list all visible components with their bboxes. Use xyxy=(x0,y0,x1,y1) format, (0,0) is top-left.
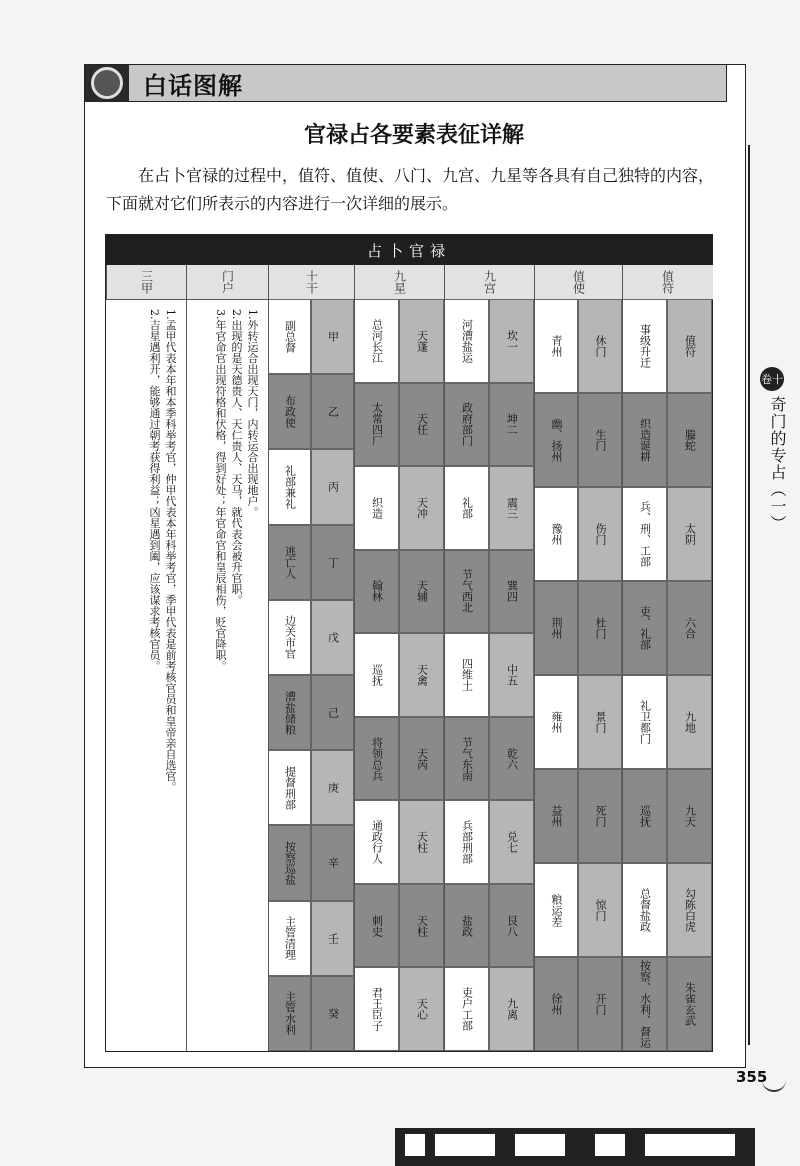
table-cell-name: 癸 xyxy=(311,976,354,1051)
table-cell-name: 乙 xyxy=(311,374,354,449)
table-cell-desc: 事级升迁 xyxy=(622,299,667,393)
table-cell-name: 天芮 xyxy=(399,717,444,801)
table-cell-desc: 节气西北 xyxy=(444,550,489,634)
table-cell-name: 九离 xyxy=(489,967,534,1051)
table-cell-name: 朱雀玄武 xyxy=(667,957,712,1051)
table-cell-desc: 巡抚 xyxy=(622,769,667,863)
table-cell-desc: 礼卫都门 xyxy=(622,675,667,769)
table-cell-desc: 荆州 xyxy=(534,581,578,675)
table-cell-name: 甲 xyxy=(311,299,354,374)
table-cell-desc: 按察、水利、督运 xyxy=(622,957,667,1051)
column-divider xyxy=(354,265,355,1051)
table-cell-desc: 徐州 xyxy=(534,957,578,1051)
table-cell-name: 天柱 xyxy=(399,884,444,968)
table-cell-name: 兑七 xyxy=(489,800,534,884)
table-cell-name: 艮八 xyxy=(489,884,534,968)
table-cell-name: 六合 xyxy=(667,581,712,675)
table-cell-desc: 织造 xyxy=(354,466,399,550)
table-cell-name: 值符 xyxy=(667,299,712,393)
table-cell-name: 天蓬 xyxy=(399,299,444,383)
table-cell-desc: 幽、扬州 xyxy=(534,393,578,487)
table-cell-desc: 青州 xyxy=(534,299,578,393)
footer-strip xyxy=(395,1128,755,1166)
table-cell-desc: 逃亡人 xyxy=(268,525,311,600)
table-cell-name: 坤二 xyxy=(489,383,534,467)
table-cell-name: 戊 xyxy=(311,600,354,675)
table-cell-desc: 兵部刑部 xyxy=(444,800,489,884)
table-cell-desc: 太常四厂 xyxy=(354,383,399,467)
table-cell-name: 太阴 xyxy=(667,487,712,581)
table-cell-name: 天冲 xyxy=(399,466,444,550)
table-cell-name: 死门 xyxy=(578,769,622,863)
column-header: 门户 xyxy=(186,265,269,300)
table-cell-desc: 政府部门 xyxy=(444,383,489,467)
table-cell-desc: 雍州 xyxy=(534,675,578,769)
column-divider xyxy=(534,265,535,1051)
table-cell-desc: 豫州 xyxy=(534,487,578,581)
table-cell-desc: 吏、礼部 xyxy=(622,581,667,675)
table-cell-name: 坎一 xyxy=(489,299,534,383)
table-cell-name: 勾陈白虎 xyxy=(667,863,712,957)
column-header: 值使 xyxy=(534,265,623,300)
table-cell-desc: 益州 xyxy=(534,769,578,863)
table-cell-desc: 礼部兼礼 xyxy=(268,449,311,524)
table-band-title: 占卜官禄 xyxy=(106,235,712,265)
table-cell-name: 休门 xyxy=(578,299,622,393)
table-cell-name: 螣蛇 xyxy=(667,393,712,487)
table-cell-desc: 按察巡盐 xyxy=(268,825,311,900)
table-cell-name: 杜门 xyxy=(578,581,622,675)
table-cell-desc: 通政行人 xyxy=(354,800,399,884)
table-cell-name: 伤门 xyxy=(578,487,622,581)
table-cell-desc: 布政使 xyxy=(268,374,311,449)
column-header: 三甲 xyxy=(106,265,187,300)
menhu-notes: 1.外转运合出现天门，内转运合出现地户。 2.出现的是天德贵人、天仁贵人、天马，就代表会被升官职。 3.年官命官出现符格和伏格，得到好处；年官命官和皇辰相伤，贬官降职。 xyxy=(214,309,259,672)
table-cell-name: 巽四 xyxy=(489,550,534,634)
table-cell-desc: 边关市官 xyxy=(268,600,311,675)
table-cell-name: 辛 xyxy=(311,825,354,900)
table-cell-name: 天禽 xyxy=(399,633,444,717)
table-cell-desc: 将领总兵 xyxy=(354,717,399,801)
emblem-icon xyxy=(85,65,129,101)
table-cell-desc: 提督刑部 xyxy=(268,750,311,825)
margin-rule xyxy=(748,145,750,1045)
table-cell-name: 乾六 xyxy=(489,717,534,801)
table-cell-desc: 节气东南 xyxy=(444,717,489,801)
table-cell-name: 壬 xyxy=(311,901,354,976)
intro-paragraph: 在占卜官禄的过程中，值符、值使、八门、九宫、九星等各具有自己独特的内容，下面就对它们所表示的内容进行一次详细的展示。 xyxy=(106,166,715,213)
table-cell-desc: 礼部 xyxy=(444,466,489,550)
table-cell-desc: 翰林 xyxy=(354,550,399,634)
section-header-label: 白话图解 xyxy=(143,71,243,100)
column-divider xyxy=(622,265,623,1051)
table-cell-desc: 吏户工部 xyxy=(444,967,489,1051)
column-header: 九星 xyxy=(354,265,445,300)
chapter-badge: 卷十 xyxy=(760,367,784,391)
table-cell-name: 庚 xyxy=(311,750,354,825)
table-cell-name: 九天 xyxy=(667,769,712,863)
column-header: 九宫 xyxy=(444,265,535,300)
page-title: 官禄占各要素表征详解 xyxy=(303,123,524,148)
sanjia-notes: 1.孟甲代表本年和本季科举考官，仲甲代表本年科举考官，季甲代表是前考核官员和皇帝亲自选官。 2.吉星遇利开，能够通过朝考获得利益；凶星遇到阖，应该谋求考核官员。 xyxy=(148,309,177,793)
table-cell-name: 天心 xyxy=(399,967,444,1051)
table-cell-name: 震三 xyxy=(489,466,534,550)
column-header: 值符 xyxy=(622,265,713,300)
table-cell-name: 丙 xyxy=(311,449,354,524)
table-cell-desc: 河漕盐运 xyxy=(444,299,489,383)
chapter-title: 奇门的专占（一） xyxy=(768,396,787,532)
table-cell-desc: 巡抚 xyxy=(354,633,399,717)
table-cell-desc: 君王臣子 xyxy=(354,967,399,1051)
table-cell-name: 惊门 xyxy=(578,863,622,957)
table-cell-desc: 织造诞耕 xyxy=(622,393,667,487)
table-cell-desc: 总河长江 xyxy=(354,299,399,383)
table-cell-desc: 盐政 xyxy=(444,884,489,968)
table-cell-desc: 粮运差 xyxy=(534,863,578,957)
table-cell-name: 开门 xyxy=(578,957,622,1051)
table-cell-name: 天柱 xyxy=(399,800,444,884)
table-cell-desc: 刺史 xyxy=(354,884,399,968)
table-cell-desc: 副总督 xyxy=(268,299,311,374)
table-cell-name: 中五 xyxy=(489,633,534,717)
table-cell-name: 天任 xyxy=(399,383,444,467)
column-divider xyxy=(268,265,269,1051)
column-header: 十干 xyxy=(268,265,355,300)
table-cell-name: 丁 xyxy=(311,525,354,600)
column-divider xyxy=(444,265,445,1051)
page-number: 355 xyxy=(736,1068,768,1086)
table-cell-name: 天辅 xyxy=(399,550,444,634)
table-cell-desc: 漕盐储粮 xyxy=(268,675,311,750)
table-cell-desc: 主管清理 xyxy=(268,901,311,976)
table-cell-desc: 主管水利 xyxy=(268,976,311,1051)
table-cell-desc: 四维土 xyxy=(444,633,489,717)
column-divider xyxy=(186,265,187,1051)
table-cell-desc: 兵、刑、工部 xyxy=(622,487,667,581)
table-cell-name: 九地 xyxy=(667,675,712,769)
table-cell-name: 生门 xyxy=(578,393,622,487)
table-cell-name: 己 xyxy=(311,675,354,750)
section-header xyxy=(84,64,727,102)
page-curl-decoration xyxy=(762,1074,786,1092)
official-career-table xyxy=(105,234,713,1052)
table-cell-name: 景门 xyxy=(578,675,622,769)
table-cell-desc: 总督盐政 xyxy=(622,863,667,957)
